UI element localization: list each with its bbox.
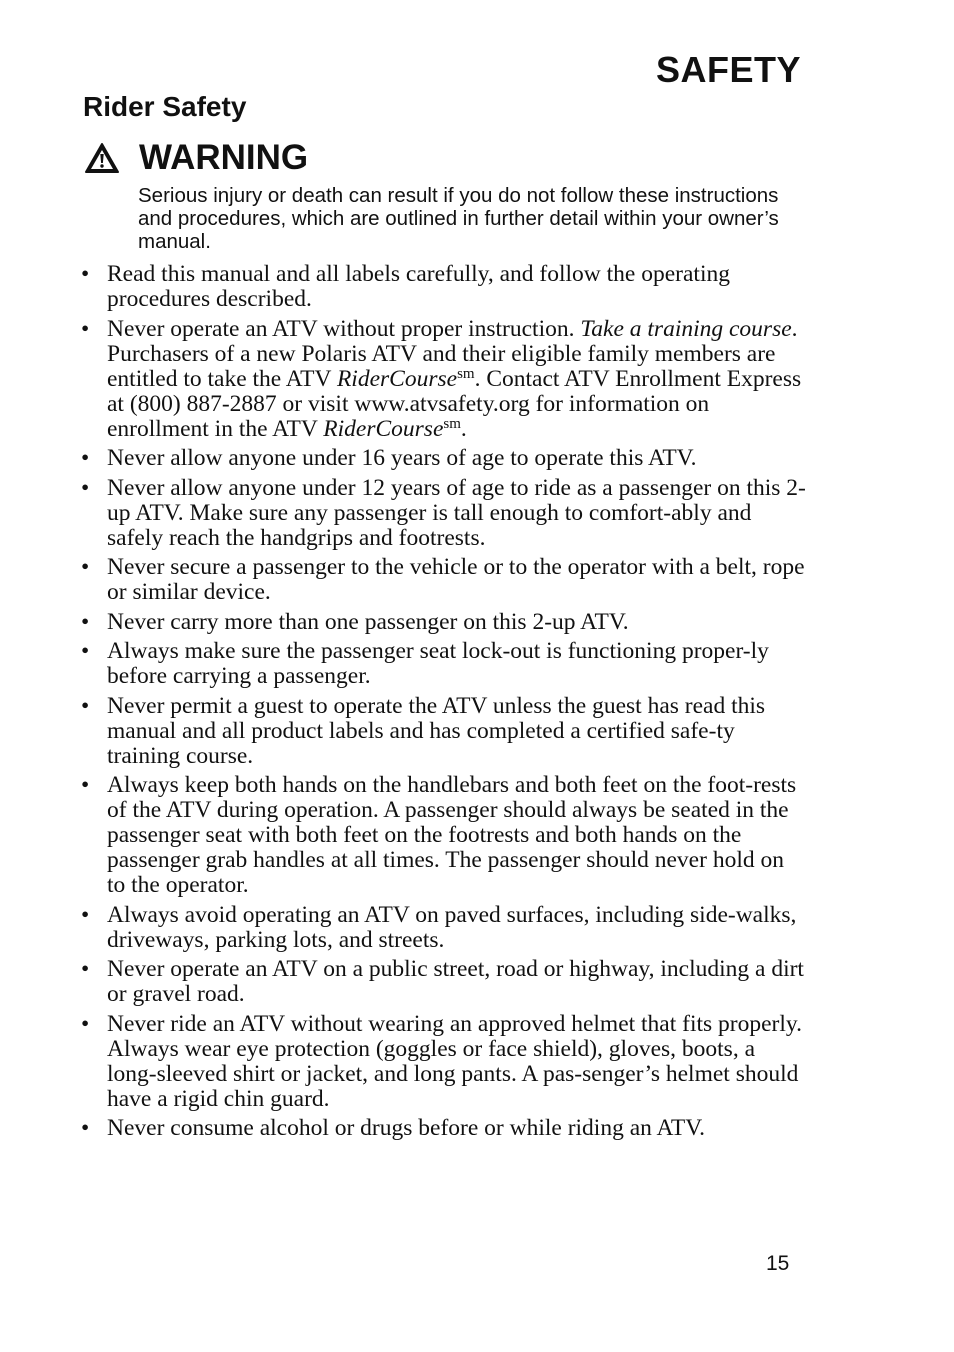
list-item-text: Always avoid operating an ATV on paved surfaces, including side-walks, driveways, parking lots, and streets. (107, 901, 797, 953)
service-mark: sm (457, 365, 475, 382)
list-item-text: Always keep both hands on the handlebars and both feet on the foot-rests of the ATV during operation. A passenger should always be seated in the passenger seat with both feet on the footrests and both hands on the passenger grab handles at all times. The passenger should never hold on to the operator. (107, 772, 797, 898)
subsection-title: Rider Safety (83, 91, 247, 122)
list-item (0, 773, 807, 898)
list-item-text: Never carry more than one passenger on this 2-up ATV. (107, 608, 629, 635)
bullet-dot: • (81, 638, 90, 664)
list-item-text: Never ride an ATV without wearing an approved helmet that fits properly. Always wear eye protection (goggles or face shield), gloves, boots, a long-sleeved shirt or jacket, and long pants. A pas-senger’s helmet should have a rigid chin guard. (107, 1010, 803, 1112)
bullet-dot: • (81, 554, 90, 580)
list-item (0, 1116, 807, 1141)
list-item (0, 639, 807, 689)
list-item (0, 476, 807, 551)
safety-rules-list (0, 262, 954, 1146)
training-text-4: . (460, 415, 467, 442)
list-item (0, 903, 807, 953)
list-item-text: Never allow anyone under 16 years of age to operate this ATV. (107, 445, 697, 471)
warning-triangle-icon (84, 142, 120, 174)
bullet-dot: • (81, 772, 90, 798)
bullet-dot: • (81, 1115, 90, 1141)
training-text-2: . Purchasers of a new Polaris ATV and their eligible family members are entitled to take the ATV (107, 315, 798, 392)
list-item-text: Read this manual and all labels carefully, and follow the operating procedures described. (107, 261, 730, 312)
list-item-text: Always make sure the passenger seat lock-out is functioning proper-ly before carrying a passenger. (107, 638, 769, 689)
bullet-dot: • (81, 956, 90, 982)
list-item (0, 262, 807, 312)
list-item (0, 555, 807, 605)
warning-header (84, 138, 308, 178)
section-title: SAFETY (655, 49, 801, 90)
training-text-3: . Contact ATV Enrollment Express at (800) 887-2887 or visit www.atvsafety.org for information on enrollment in the ATV (107, 365, 802, 442)
bullet-dot: • (81, 692, 90, 719)
list-item-text: Never secure a passenger to the vehicle or to the operator with a belt, rope or similar device. (107, 554, 805, 605)
bullet-dot: • (81, 608, 90, 635)
list-item-training-course (0, 317, 807, 442)
training-text-1: Never operate an ATV without proper instruction. (107, 315, 581, 342)
ridercourse-name: RiderCourse (336, 365, 458, 392)
training-emphasis: Take a training course (580, 315, 792, 342)
list-item (0, 694, 807, 769)
warning-text: Serious injury or death can result if you do not follow these instructions and procedures, which are outlined in further detail within your owner’s manual. (138, 184, 779, 253)
list-item-text: Never consume alcohol or drugs before or while riding an ATV. (107, 1115, 706, 1141)
list-item (0, 1012, 807, 1112)
bullet-dot: • (81, 901, 90, 928)
bullet-dot: • (81, 474, 90, 501)
list-item (0, 610, 807, 635)
page-number: 15 (766, 1252, 790, 1275)
list-item (0, 446, 807, 471)
bullet-dot: • (81, 1010, 90, 1037)
ridercourse-name: RiderCourse (323, 415, 444, 442)
bullet-dot: • (81, 315, 90, 342)
bullet-dot: • (81, 261, 90, 287)
bullet-dot: • (81, 445, 90, 471)
list-item-text: Never allow anyone under 12 years of age to ride as a passenger on this 2-up ATV. Make sure any passenger is tall enough to comfort-ably and safely reach the handgrips and footrests. (107, 474, 806, 551)
list-item-text: Never permit a guest to operate the ATV unless the guest has read this manual and all product labels and has completed a certified safe-ty training course. (107, 692, 766, 769)
list-item (0, 957, 807, 1007)
warning-title: WARNING (139, 138, 309, 177)
service-mark: sm (443, 415, 461, 432)
list-item-text: Never operate an ATV on a public street, road or highway, including a dirt or gravel road. (107, 956, 804, 1007)
